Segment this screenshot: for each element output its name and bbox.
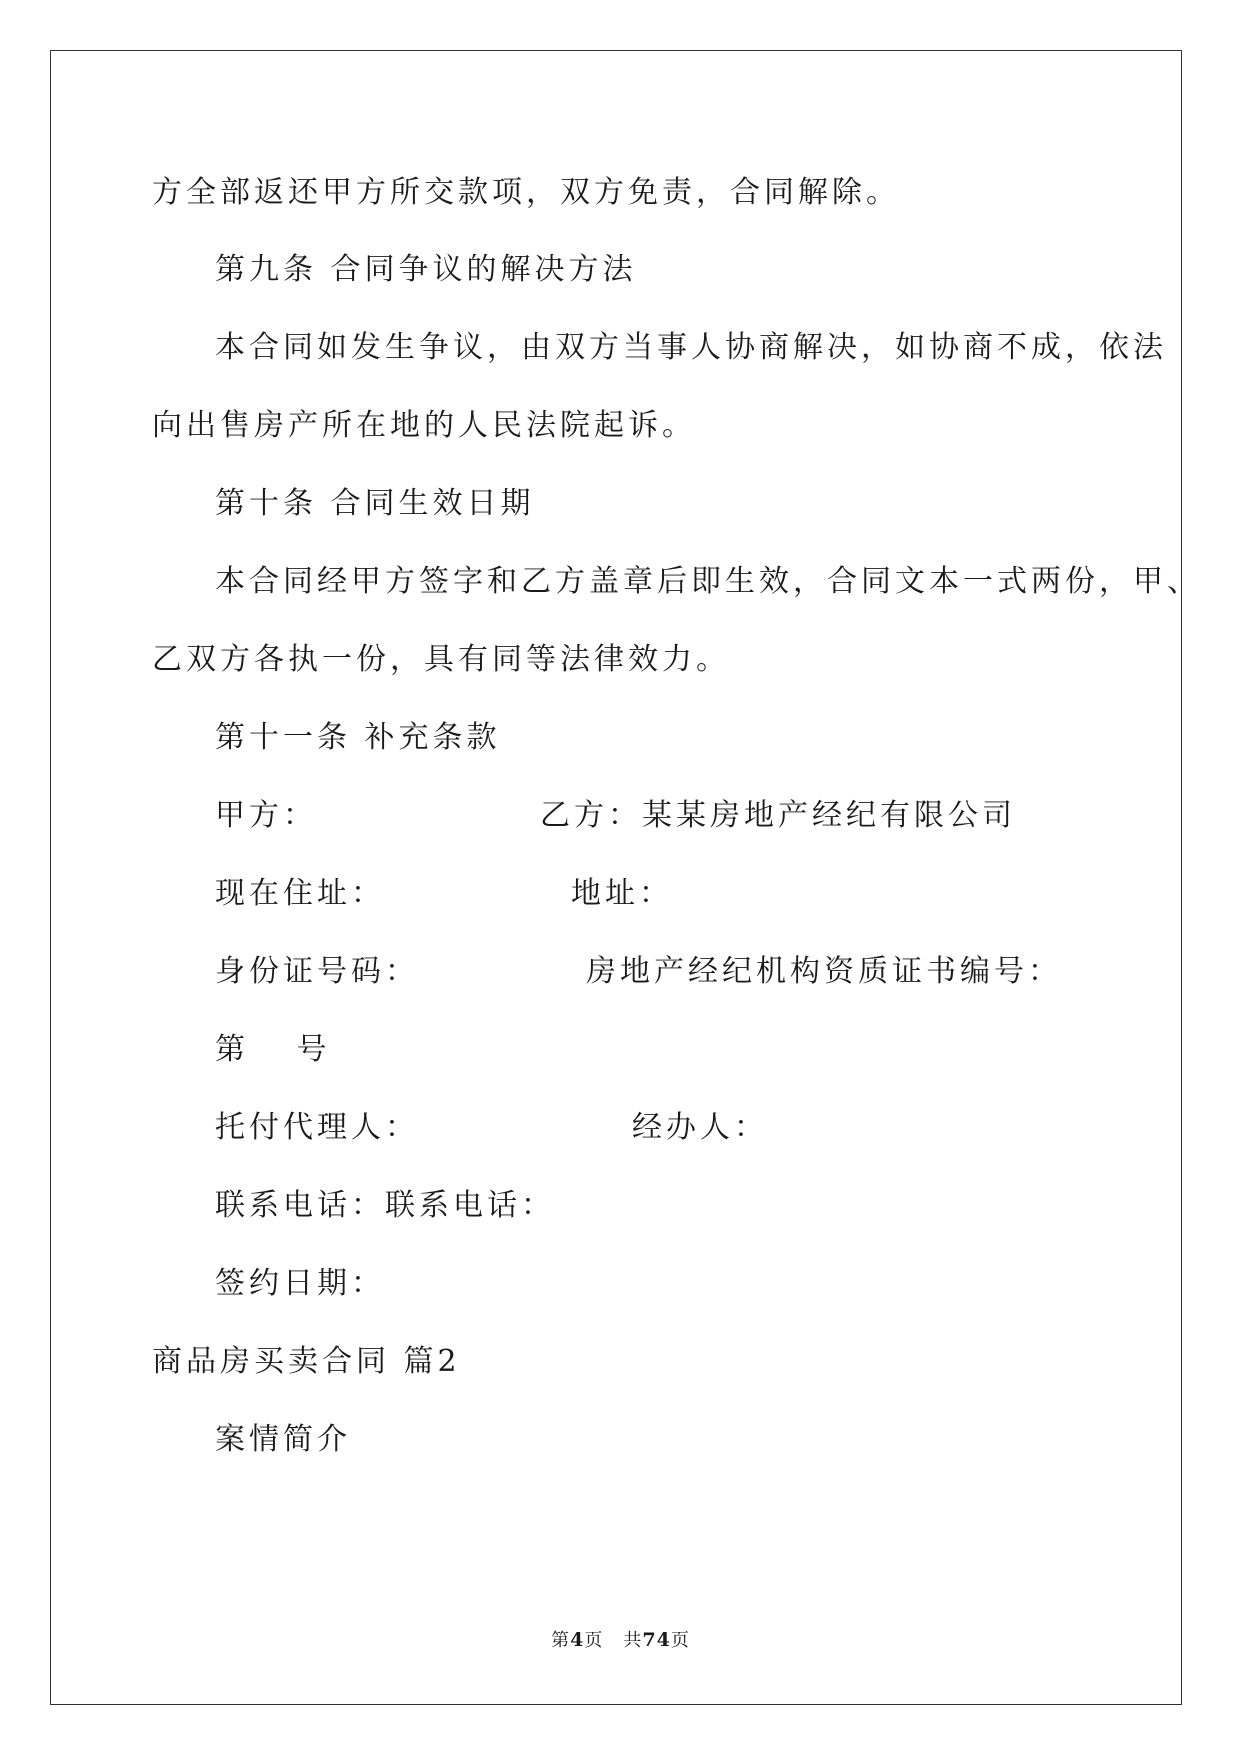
page-footer — [0, 1628, 1241, 1653]
article-11-heading: 第十一条 补充条款 — [215, 720, 501, 755]
handler-label: 经办人： — [632, 1110, 768, 1145]
certificate-number-label: 第 号 — [215, 1032, 331, 1067]
article-10-heading: 第十条 合同生效日期 — [215, 486, 535, 521]
address-a-label: 现在住址： — [215, 876, 385, 911]
agent-label: 托付代理人： — [215, 1110, 419, 1145]
party-b-label: 乙方：某某房地产经纪有限公司 — [540, 798, 1016, 833]
total-pages-number: 74 — [642, 1629, 671, 1651]
footer-page-suffix: 页 — [584, 1630, 604, 1651]
paragraph-line: 本合同经甲方签字和乙方盖章后即生效，合同文本一式两份，甲、 — [215, 564, 1201, 599]
paragraph-line: 方全部返还甲方所交款项，双方免责，合同解除。 — [152, 175, 900, 210]
phone-labels: 联系电话：联系电话： — [215, 1188, 555, 1223]
article-9-heading: 第九条 合同争议的解决方法 — [215, 252, 637, 287]
current-page-number: 4 — [570, 1629, 585, 1651]
sign-date-label: 签约日期： — [215, 1266, 385, 1301]
paragraph-line: 乙双方各执一份，具有同等法律效力。 — [152, 642, 730, 677]
footer-total-prefix: 共 — [623, 1630, 643, 1651]
footer-prefix: 第 — [551, 1630, 571, 1651]
section-heading: 商品房买卖合同 篇2 — [152, 1344, 461, 1379]
certificate-label: 房地产经纪机构资质证书编号： — [586, 954, 1062, 989]
paragraph-line: 本合同如发生争议，由双方当事人协商解决，如协商不成，依法 — [215, 330, 1167, 365]
footer-total-suffix: 页 — [670, 1630, 690, 1651]
id-number-label: 身份证号码： — [215, 954, 419, 989]
party-a-label: 甲方： — [215, 798, 317, 833]
case-heading: 案情简介 — [215, 1422, 351, 1457]
paragraph-line: 向出售房产所在地的人民法院起诉。 — [152, 408, 696, 443]
address-b-label: 地址： — [571, 876, 673, 911]
